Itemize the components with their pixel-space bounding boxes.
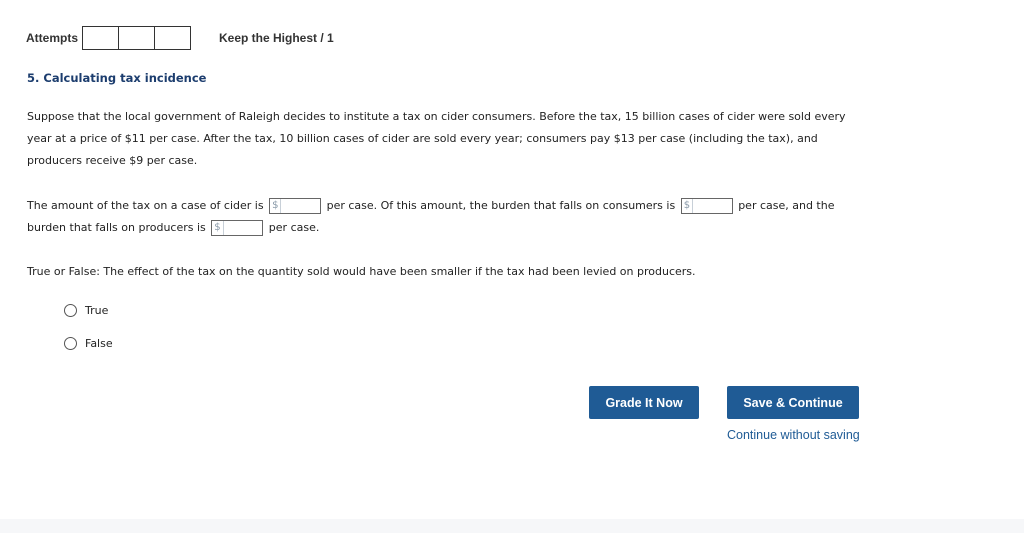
intro-line: Suppose that the local government of Raleigh decides to institute a tax on cider consumers. Before the tax, 15 billion cases of cider were sold every: [27, 110, 846, 123]
blank-line-2: [27, 217, 834, 239]
blank-line-1: [27, 195, 834, 217]
continue-without-saving-link[interactable]: Continue without saving: [727, 428, 860, 442]
question-intro: [27, 106, 846, 172]
dollar-prefix: $: [214, 221, 223, 235]
dollar-prefix: $: [272, 199, 281, 213]
footer-band: [0, 519, 1024, 533]
save-and-continue-button[interactable]: Save & Continue: [727, 386, 859, 419]
attempt-box: [118, 26, 155, 50]
blank-text: per case.: [268, 221, 320, 234]
producer-burden-input[interactable]: [211, 220, 263, 236]
intro-line: producers receive $9 per case.: [27, 154, 198, 167]
attempt-box: [82, 26, 119, 50]
radio-button[interactable]: [64, 304, 77, 317]
option-true[interactable]: [64, 304, 108, 317]
grading-policy-label: Keep the Highest / 1: [219, 31, 334, 45]
attempt-boxes: [82, 26, 190, 50]
dollar-prefix: $: [684, 199, 693, 213]
blank-text: burden that falls on producers is: [27, 221, 206, 234]
blank-text: per case, and the: [738, 199, 835, 212]
intro-line: year at a price of $11 per case. After the tax, 10 billion cases of cider are sold every year; consumers pay $13 per case (including the tax), and: [27, 132, 818, 145]
question-title: 5. Calculating tax incidence: [27, 71, 207, 85]
option-label: False: [85, 337, 113, 350]
true-false-prompt: True or False: The effect of the tax on the quantity sold would have been smaller if the tax had been levied on producers.: [27, 265, 696, 278]
attempts-label: Attempts: [26, 31, 79, 45]
radio-button[interactable]: [64, 337, 77, 350]
consumer-burden-input[interactable]: [681, 198, 733, 214]
blank-text: The amount of the tax on a case of cider is: [27, 199, 264, 212]
grade-it-now-button[interactable]: Grade It Now: [589, 386, 699, 419]
option-false[interactable]: [64, 337, 113, 350]
tax-blanks-paragraph: [27, 195, 834, 239]
blank-text: per case. Of this amount, the burden that falls on consumers is: [326, 199, 676, 212]
attempts-row: [26, 26, 190, 50]
tax-amount-input[interactable]: [269, 198, 321, 214]
attempt-box: [154, 26, 191, 50]
option-label: True: [85, 304, 109, 317]
